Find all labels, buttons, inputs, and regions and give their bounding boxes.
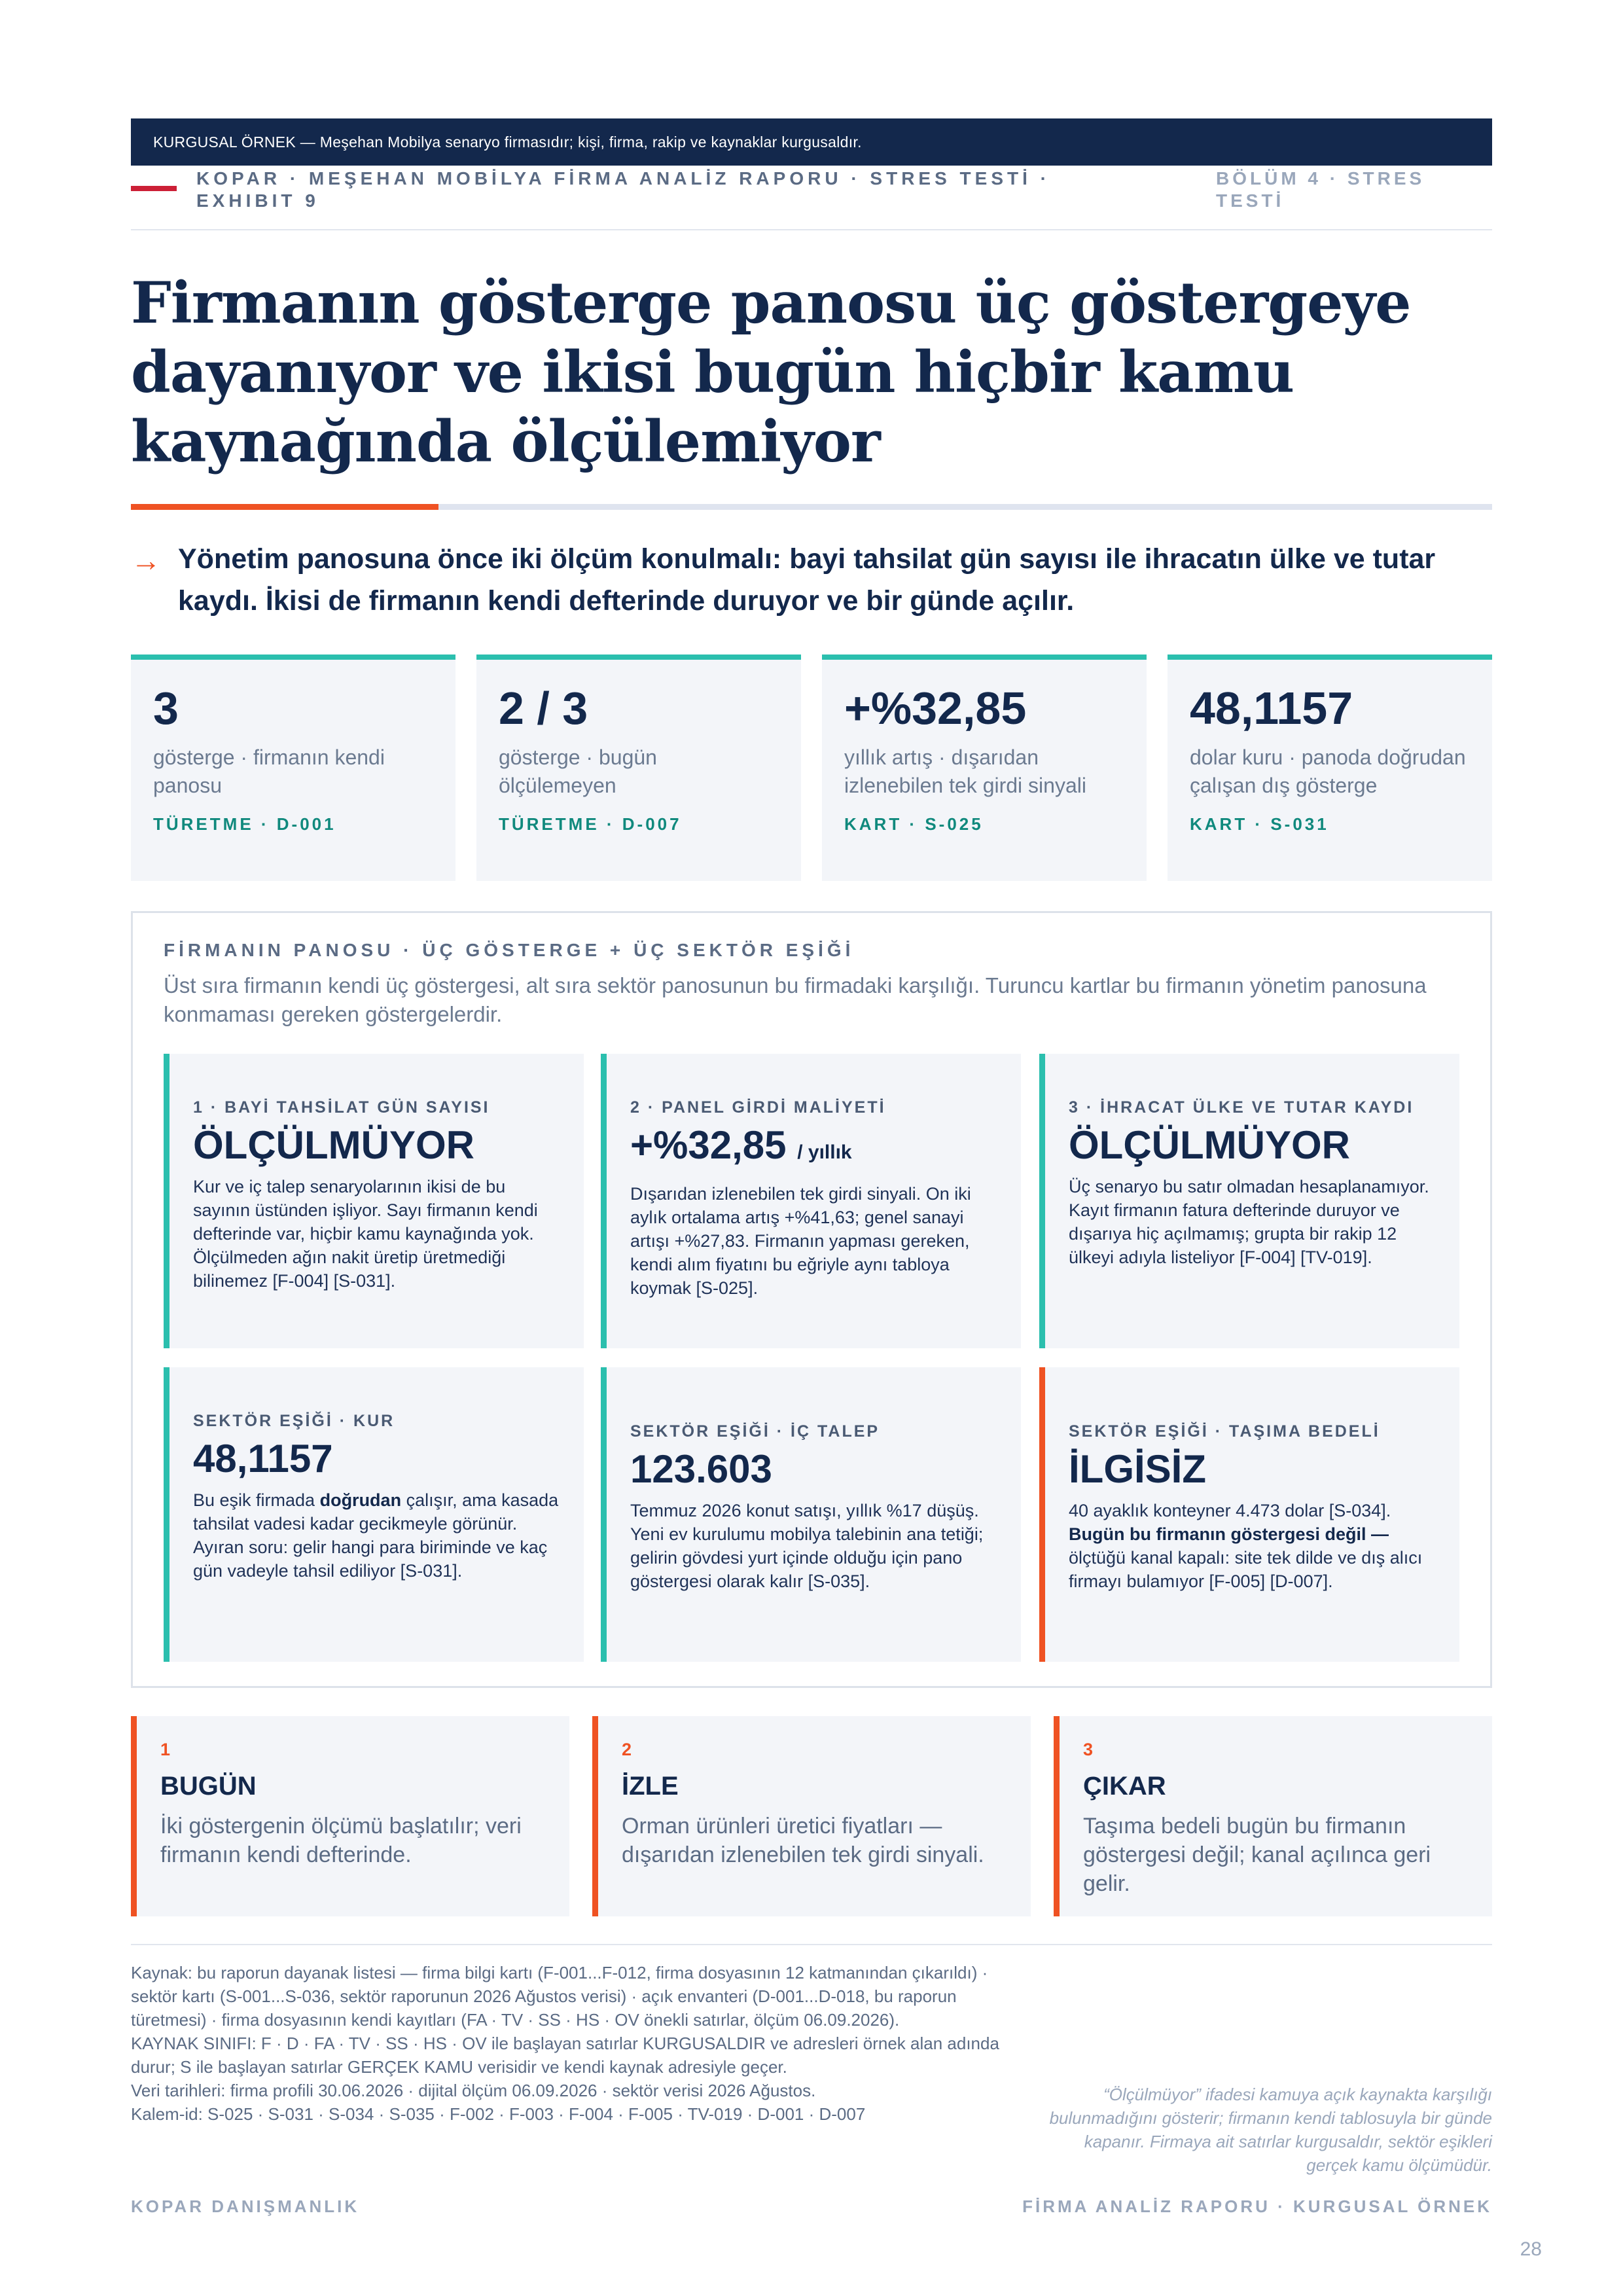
kpi-label: gösterge · bugün ölçülemeyen [499, 745, 657, 797]
item-ids: Kalem-id: S-025 · S-031 · S-034 · S-035 · F-002 · F-003 · F-004 · F-005 · TV-019 · D-001 · D-007 [131, 2104, 866, 2124]
card-kicker: SEKTÖR EŞİĞİ · İÇ TALEP [630, 1422, 880, 1441]
kpi-value: 3 [153, 683, 179, 734]
step-description: Orman ürünleri üretici fiyatları — dışarıdan izlenebilen tek girdi sinyali. [622, 1814, 984, 1867]
lead-statement: Yönetim panosuna önce iki ölçüm konulmalı: bayi tahsilat gün sayısı ile ihracatın ülke ve tutar kaydı. İkisi de firmanın kendi defterinde duruyor ve bir günde açılır. [178, 543, 1436, 617]
card-kicker: SEKTÖR EŞİĞİ · KUR [193, 1412, 395, 1430]
indicator-card-dealer-collection [164, 1054, 584, 1348]
kpi-value: +%32,85 [844, 683, 1027, 734]
kpi-label: gösterge · firmanın kendi panosu [153, 745, 385, 797]
running-header-right: BÖLÜM 4 · STRES TESTİ [1216, 168, 1425, 211]
step-heading: İZLE [622, 1772, 679, 1801]
card-value-unit: / yıllık [797, 1141, 852, 1163]
card-text: 40 ayaklık konteyner 4.473 dolar [S-034]. Bugün bu firmanın göstergesi değil — ölçtüğü kanal kapalı: site tek dilde ve dış alıcı firmayı bulamıyor [F-005] [D-007]. [1069, 1501, 1423, 1591]
kpi-label: yıllık artış · dışarıdan izlenebilen tek girdi sinyali [844, 745, 1086, 797]
kpi-value: 2 / 3 [499, 683, 588, 734]
fiction-banner: KURGUSAL ÖRNEK — Meşehan Mobilya senaryo firmasıdır; kişi, firma, rakip ve kaynaklar kurgusaldır. [131, 118, 1492, 166]
header-divider [131, 229, 1492, 230]
kpi-card-unmeasured [476, 655, 801, 881]
kpi-card-exchange-rate [1168, 655, 1492, 881]
source-class: KAYNAK SINIFI: F · D · FA · TV · SS · HS · OV ile başlayan satırlar KURGUSALDIR ve adresleri örnek alan adında durur; S ile başlayan satırlar GERÇEK KAMU verisidir ve kendi kaynak adresiyle geçer. [131, 2034, 999, 2077]
measurement-note: “Ölçülmüyor” ifadesi kamuya açık kaynakta karşılığı bulunmadığını gösterir; firmanın kendi tablosuyla bir günde kapanır. Firmaya ait satırlar kurgusaldır, sektör eşikleri gerçek kamu ölçümüdür. [1049, 2085, 1492, 2175]
page-number: 28 [1520, 2238, 1542, 2260]
threshold-card-exchange-rate [164, 1367, 584, 1662]
kpi-card-indicators [131, 655, 455, 881]
page-title: Firmanın gösterge panosu üç göstergeye dayanıyor ve ikisi bugün hiçbir kamu kaynağında ölçülemiyor [131, 269, 1411, 475]
footer-divider [131, 1944, 1492, 1945]
card-value: +%32,85 / yıllık [630, 1123, 852, 1167]
card-value: 123.603 [630, 1447, 772, 1491]
kpi-label: dolar kuru · panoda doğrudan çalışan dış gösterge [1190, 745, 1466, 797]
step-heading: ÇIKAR [1083, 1772, 1166, 1801]
card-value: İLGİSİZ [1069, 1447, 1206, 1491]
step-heading: BUGÜN [160, 1772, 257, 1801]
card-text: Bu eşik firmada doğrudan çalışır, ama kasada tahsilat vadesi kadar gecikmeyle görünür. Ayıran soru: gelir hangi para biriminde ve kaç gün vadeyle tahsil ediliyor [S-031]. [193, 1490, 559, 1581]
card-text: Kur ve iç talep senaryolarının ikisi de bu sayının üstünden işliyor. Sayı firmanın kendi defterinde var, hiçbir kamu kaynağında yok. Ölçülmeden ağın nakit üretip üretmediği bilinemez [F-004] [S-031]. [193, 1177, 538, 1291]
card-kicker: 3 · İHRACAT ÜLKE VE TUTAR KAYDI [1069, 1098, 1414, 1117]
step-number: 1 [160, 1740, 171, 1759]
header-red-mark [131, 186, 177, 191]
title-underline-accent [131, 504, 438, 510]
footer-report-label: FİRMA ANALİZ RAPORU · KURGUSAL ÖRNEK [1022, 2197, 1492, 2216]
card-text: Üç senaryo bu satır olmadan hesaplanamıyor. Kayıt firmanın fatura defterinde duruyor ve dışarıya hiç açılmamış; grupta bir rakip 12 ülkeyi adıyla listeliyor [F-004] [TV-019]. [1069, 1177, 1429, 1267]
kpi-value: 48,1157 [1190, 683, 1353, 734]
action-step-watch [592, 1716, 1031, 1916]
card-kicker: 2 · PANEL GİRDİ MALİYETİ [630, 1098, 886, 1117]
card-text: Dışarıdan izlenebilen tek girdi sinyali. On iki aylık ortalama artış +%41,63; genel sanayi artışı +%27,83. Firmanın yapması gereken, kendi alım fiyatını bu eğriyle aynı tabloya koymak [S-025]. [630, 1184, 971, 1298]
step-description: İki göstergenin ölçümü başlatılır; veri firmanın kendi defterinde. [160, 1814, 522, 1867]
indicator-card-panel-cost [601, 1054, 1021, 1348]
card-value: ÖLÇÜLMÜYOR [193, 1123, 474, 1167]
card-text: Temmuz 2026 konut satışı, yıllık %17 düşüş. Yeni ev kurulumu mobilya talebinin ana tetiği; gelirin gövdesi yurt içinde olduğu için pano göstergesi olarak kalır [S-035]. [630, 1501, 984, 1591]
kpi-card-input-signal [822, 655, 1147, 881]
card-value: 48,1157 [193, 1437, 333, 1480]
source-text: Kaynak: bu raporun dayanak listesi — firma bilgi kartı (F-001...F-012, firma dosyasının 12 katmanından çıkarıldı) · sektör kartı (S-001...S-036, sektör raporunun 2026 Ağustos verisi) · açık envanteri (D-001...D-018, bu raporun türetmesi) · firma dosyasının kendi kayıtları (FA · TV · SS · HS · OV önekli satırlar, ölçüm 06.09.2026). [131, 1963, 988, 2030]
action-step-today [131, 1716, 569, 1916]
footer-brand: KOPAR DANIŞMANLIK [131, 2197, 360, 2216]
kpi-ref: KART · S-031 [1190, 814, 1329, 834]
kpi-ref: KART · S-025 [844, 814, 984, 834]
step-number: 3 [1083, 1740, 1094, 1759]
source-notes [131, 1961, 1008, 2126]
arrow-right-icon: → [131, 543, 161, 577]
step-description: Taşıma bedeli bugün bu firmanın göstergesi değil; kanal açılınca geri gelir. [1083, 1814, 1431, 1896]
threshold-card-domestic-demand [601, 1367, 1021, 1662]
data-dates: Veri tarihleri: firma profili 30.06.2026 · dijital ölçüm 06.09.2026 · sektör verisi 2026 Ağustos. [131, 2081, 816, 2100]
card-kicker: 1 · BAYİ TAHSİLAT GÜN SAYISI [193, 1098, 490, 1117]
threshold-card-freight [1039, 1367, 1459, 1662]
step-number: 2 [622, 1740, 632, 1759]
action-step-remove [1054, 1716, 1492, 1916]
indicator-card-export-record [1039, 1054, 1459, 1348]
card-value: ÖLÇÜLMÜYOR [1069, 1123, 1350, 1167]
kpi-ref: TÜRETME · D-007 [499, 814, 682, 834]
panel-title: FİRMANIN PANOSU · ÜÇ GÖSTERGE + ÜÇ SEKTÖR EŞİĞİ [164, 940, 855, 960]
kpi-ref: TÜRETME · D-001 [153, 814, 336, 834]
card-kicker: SEKTÖR EŞİĞİ · TAŞIMA BEDELİ [1069, 1422, 1380, 1441]
running-header-left: KOPAR · MEŞEHAN MOBİLYA FİRMA ANALİZ RAPORU · STRES TESTİ · EXHIBIT 9 [196, 168, 1050, 211]
panel-description: Üst sıra firmanın kendi üç göstergesi, alt sıra sektör panosunun bu firmadaki karşılığı. Turuncu kartlar bu firmanın yönetim panosuna konmaması gereken göstergelerdir. [164, 973, 1427, 1026]
